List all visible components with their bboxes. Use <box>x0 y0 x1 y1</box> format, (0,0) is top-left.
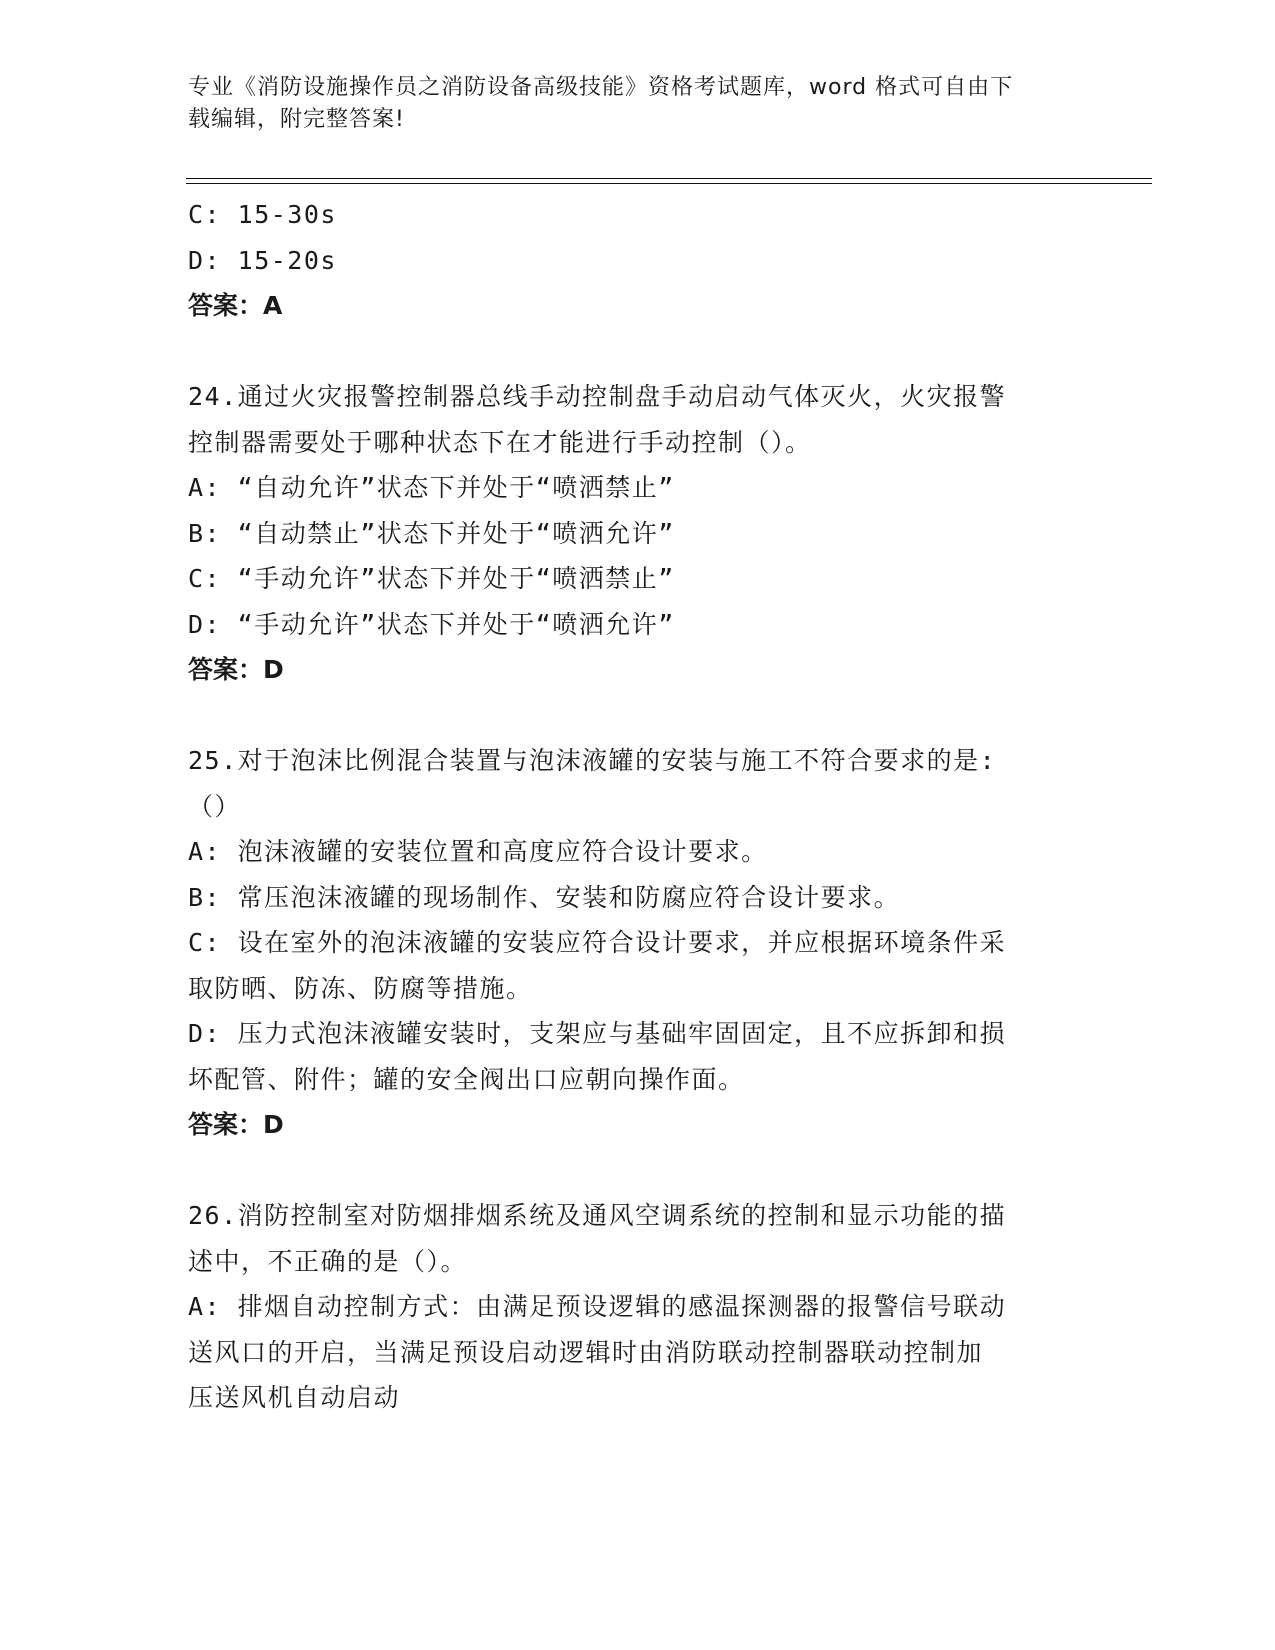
header-rule-bottom <box>186 183 1152 184</box>
q25-option-d-line-2: 坏配管、附件；罐的安全阀出口应朝向操作面。 <box>188 1064 745 1094</box>
q25-answer: 答案：D <box>188 1110 284 1139</box>
q25-option-c-line-2: 取防晒、防冻、防腐等措施。 <box>188 973 533 1003</box>
spacer <box>188 329 1088 375</box>
q25-stem-line-2: （） <box>188 791 242 821</box>
q25-option-c-line-1: C: 设在室外的泡沫液罐的安装应符合设计要求，并应根据环境条件采 <box>188 928 1007 957</box>
q26-option-a-line-1: A: 排烟自动控制方式：由满足预设逻辑的感温探测器的报警信号联动 <box>188 1292 1007 1321</box>
prev-option-d: D: 15-20s <box>188 245 337 275</box>
q24-stem-line-2: 控制器需要处于哪种状态下在才能进行手动控制（）。 <box>188 427 812 457</box>
q24-stem-line-1: 24.通过火灾报警控制器总线手动控制盘手动启动气体灭火，火灾报警 <box>188 382 1007 411</box>
q25-stem-line-1: 25.对于泡沫比例混合装置与泡沫液罐的安装与施工不符合要求的是: <box>188 746 997 775</box>
q26-option-a-line-3: 压送风机自动启动 <box>188 1383 401 1412</box>
q25-option-a: A: 泡沫液罐的安装位置和高度应符合设计要求。 <box>188 837 768 866</box>
header-rule-top <box>186 178 1152 179</box>
q24-option-c: C: “手动允许”状态下并处于“喷洒禁止” <box>188 564 675 593</box>
q24-option-b: B: “自动禁止”状态下并处于“喷洒允许” <box>188 518 675 548</box>
q25-option-d-line-1: D: 压力式泡沫液罐安装时，支架应与基础牢固固定，且不应拆卸和损 <box>188 1019 1007 1048</box>
q24-answer: 答案：D <box>188 655 284 684</box>
q24-option-d: D: “手动允许”状态下并处于“喷洒允许” <box>188 609 675 639</box>
question-content <box>188 192 1088 1421</box>
q26-stem-line-1: 26.消防控制室对防烟排烟系统及通风空调系统的控制和显示功能的描 <box>188 1201 1007 1230</box>
header-line-1: 专业《消防设施操作员之消防设备高级技能》资格考试题库，word 格式可自由下 <box>188 75 1014 100</box>
q25-option-b: B: 常压泡沫液罐的现场制作、安装和防腐应符合设计要求。 <box>188 882 901 912</box>
spacer <box>188 1148 1088 1194</box>
prev-answer: 答案：A <box>188 291 283 320</box>
prev-option-c: C: 15-30s <box>188 200 337 229</box>
q26-option-a-line-2: 送风口的开启，当满足预设启动逻辑时由消防联动控制器联动控制加 <box>188 1337 984 1367</box>
q26-stem-line-2: 述中，不正确的是（）。 <box>188 1246 468 1276</box>
header-line-2: 载编辑，附完整答案! <box>188 107 405 132</box>
page-header <box>188 72 1068 136</box>
q24-option-a: A: “自动允许”状态下并处于“喷洒禁止” <box>188 473 675 502</box>
spacer <box>188 693 1088 739</box>
